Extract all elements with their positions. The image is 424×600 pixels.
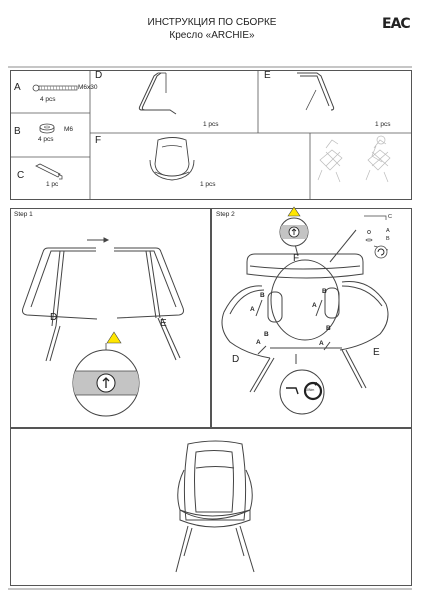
step-2-label-a2: A	[312, 302, 317, 309]
legend-a: A	[386, 228, 390, 234]
legend-c: C	[388, 214, 392, 220]
part-c-qty: 1 pc	[46, 181, 59, 188]
part-c-letter: C	[17, 170, 25, 181]
part-e-qty: 1 pcs	[375, 121, 391, 128]
step-2-label-e: E	[373, 347, 380, 358]
step-2-label-a3: A	[256, 339, 261, 346]
page-subtitle: Кресло «ARCHIE»	[169, 30, 255, 41]
part-e-letter: E	[264, 70, 271, 81]
eac-mark: EAC	[382, 16, 410, 32]
part-a-qty: 4 pcs	[40, 96, 56, 103]
step-2-label-a1: A	[250, 306, 255, 313]
part-d-letter: D	[95, 70, 103, 81]
step-1-label-e: E	[160, 318, 167, 329]
step-2-label-d: D	[232, 354, 240, 365]
page-title: ИНСТРУКЦИЯ ПО СБОРКЕ	[147, 17, 277, 28]
part-f-qty: 1 pcs	[200, 181, 216, 188]
part-b-name: M6	[64, 126, 74, 133]
torque-label: 10Nm	[305, 388, 315, 392]
part-d-qty: 1 pcs	[203, 121, 219, 128]
part-b-qty: 4 pcs	[38, 136, 54, 143]
step-2-label-f: F	[293, 253, 300, 264]
part-f-letter: F	[95, 135, 102, 146]
step-1-label-d: D	[50, 312, 58, 323]
step-1-label: Step 1	[14, 211, 33, 218]
step-2-label: Step 2	[216, 211, 235, 218]
part-a-name: M6x30	[78, 84, 98, 91]
step-2-label-b4: B	[326, 325, 331, 332]
step-2-label-a4: A	[319, 340, 324, 347]
step-2-label-b3: B	[264, 331, 269, 338]
legend-b: B	[386, 236, 390, 242]
part-a-letter: A	[14, 82, 21, 93]
step-2-label-b2: B	[322, 288, 327, 295]
step-2-label-b1: B	[260, 292, 265, 299]
part-b-letter: B	[14, 126, 21, 137]
